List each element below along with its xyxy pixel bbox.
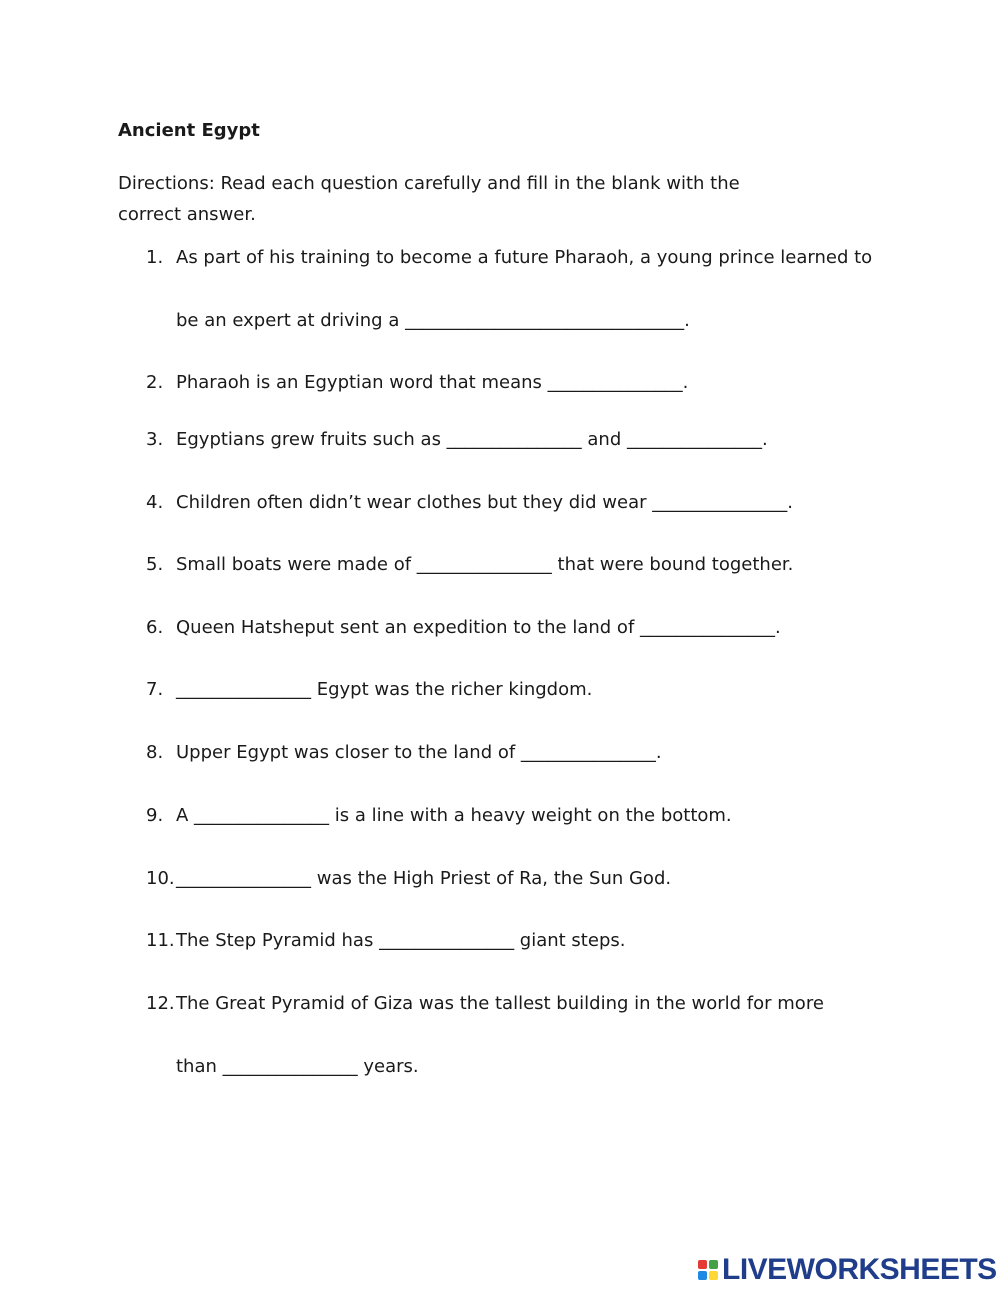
question-text: As part of his training to become a future Pharaoh, a young prince learned to bbox=[176, 247, 873, 268]
question-4 bbox=[146, 492, 793, 513]
question-text: Pharaoh is an Egyptian word that means _______________. bbox=[176, 372, 689, 393]
logo-blocks-icon bbox=[698, 1260, 718, 1280]
question-number: 12. bbox=[146, 993, 175, 1014]
question-6 bbox=[146, 617, 781, 638]
question-text: A _______________ is a line with a heavy weight on the bottom. bbox=[176, 805, 732, 826]
question-8 bbox=[146, 742, 662, 763]
question-number: 9. bbox=[146, 805, 164, 826]
worksheet-title: Ancient Egypt bbox=[118, 120, 260, 141]
question-text: Upper Egypt was closer to the land of _______________. bbox=[176, 742, 662, 763]
question-number: 4. bbox=[146, 492, 164, 513]
question-number: 10. bbox=[146, 868, 175, 889]
liveworksheets-logo[interactable] bbox=[698, 1252, 997, 1288]
question-text: _______________ was the High Priest of Ra, the Sun God. bbox=[176, 868, 672, 889]
question-1 bbox=[146, 247, 872, 268]
directions-text: Directions: Read each question carefully and fill in the blank with the correct answer. bbox=[118, 173, 740, 225]
question-2 bbox=[146, 372, 688, 393]
question-12 bbox=[146, 993, 824, 1014]
question-number: 3. bbox=[146, 429, 164, 450]
question-number: 2. bbox=[146, 372, 164, 393]
question-number: 6. bbox=[146, 617, 164, 638]
question-1-continuation: be an expert at driving a _______________________________. bbox=[176, 310, 690, 331]
question-3 bbox=[146, 429, 768, 450]
question-number: 11. bbox=[146, 930, 175, 951]
question-number: 8. bbox=[146, 742, 164, 763]
question-text: The Great Pyramid of Giza was the tallest building in the world for more bbox=[176, 993, 824, 1014]
question-text: Children often didn’t wear clothes but they did wear _______________. bbox=[176, 492, 793, 513]
question-12-continuation: than _______________ years. bbox=[176, 1056, 419, 1077]
question-11 bbox=[146, 930, 625, 951]
question-number: 7. bbox=[146, 679, 164, 700]
question-text: Queen Hatsheput sent an expedition to the land of _______________. bbox=[176, 617, 781, 638]
question-7 bbox=[146, 679, 592, 700]
question-text: Small boats were made of _______________ that were bound together. bbox=[176, 554, 794, 575]
logo-text: LIVEWORKSHEETS bbox=[722, 1253, 997, 1286]
question-5 bbox=[146, 554, 793, 575]
question-text: _______________ Egypt was the richer kingdom. bbox=[176, 679, 593, 700]
question-10 bbox=[146, 868, 671, 889]
question-text: Egyptians grew fruits such as _______________ and _______________. bbox=[176, 429, 768, 450]
question-number: 5. bbox=[146, 554, 164, 575]
question-9 bbox=[146, 805, 732, 826]
question-number: 1. bbox=[146, 247, 164, 268]
question-text: The Step Pyramid has _______________ giant steps. bbox=[176, 930, 626, 951]
